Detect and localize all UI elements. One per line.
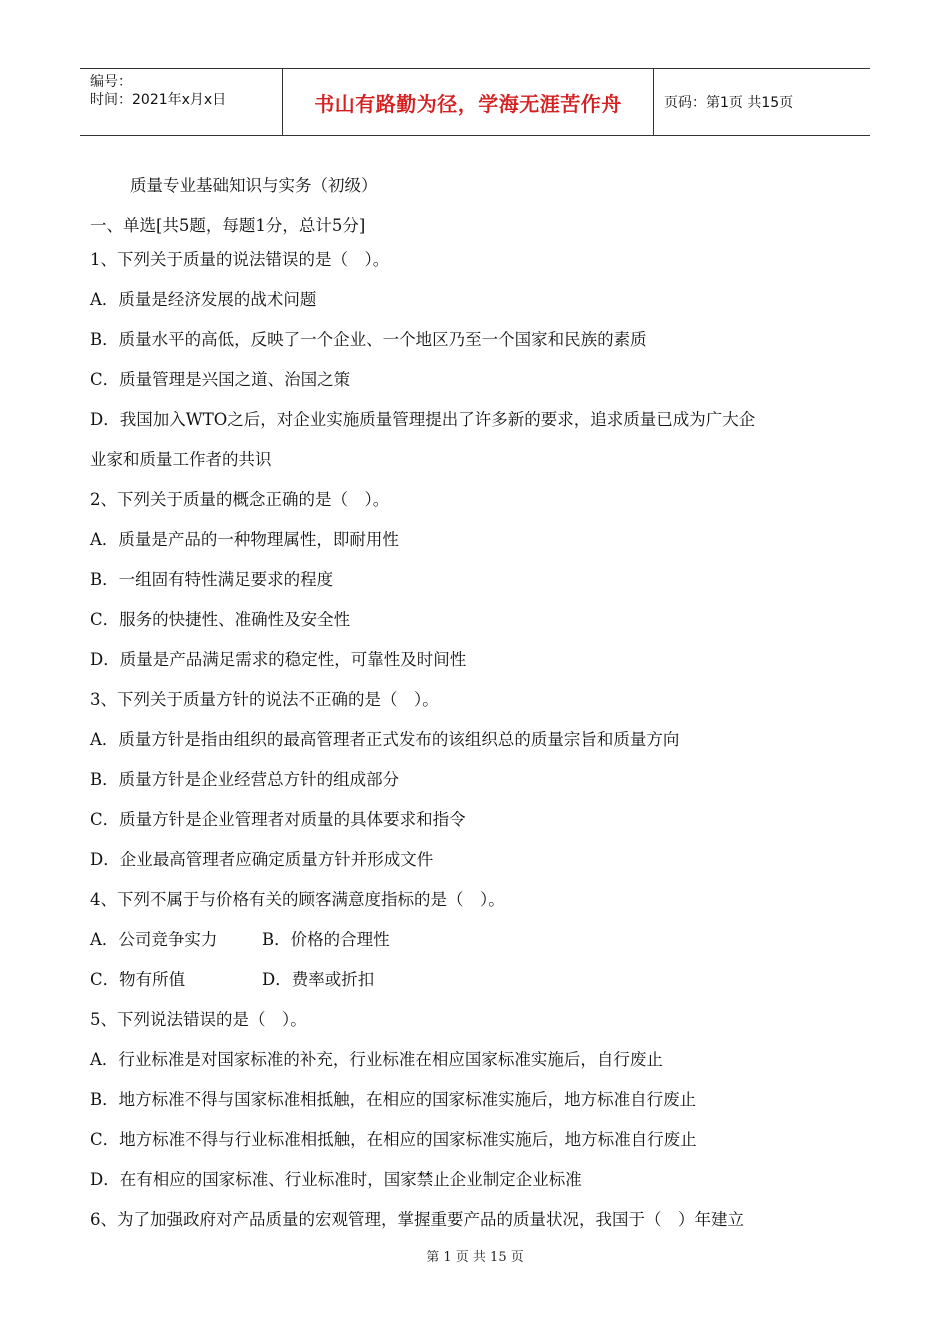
question-1-option-b: B．质量水平的高低，反映了一个企业、一个地区乃至一个国家和民族的素质 <box>90 330 647 349</box>
question-5-stem: 5、下列说法错误的是（ ）。 <box>90 1010 307 1029</box>
question-2-option-c: C．服务的快捷性、准确性及安全性 <box>90 610 351 629</box>
question-1-option-a: A．质量是经济发展的战术问题 <box>90 290 317 309</box>
question-4-option-d: D．费率或折扣 <box>262 970 375 989</box>
document-title: 质量专业基础知识与实务（初级） <box>130 176 378 195</box>
question-3-stem: 3、下列关于质量方针的说法不正确的是（ ）。 <box>90 690 439 709</box>
question-4-options-row-1 <box>90 926 860 966</box>
question-3-option-d: D．企业最高管理者应确定质量方针并形成文件 <box>90 850 434 869</box>
header-motto: 书山有路勤为径，学海无涯苦作舟 <box>314 91 622 116</box>
question-2-stem: 2、下列关于质量的概念正确的是（ ）。 <box>90 490 390 509</box>
question-4-stem: 4、下列不属于与价格有关的顾客满意度指标的是（ ）。 <box>90 890 505 909</box>
question-2-option-d: D．质量是产品满足需求的稳定性，可靠性及时间性 <box>90 650 467 669</box>
question-5-option-a: A．行业标准是对国家标准的补充，行业标准在相应国家标准实施后，自行废止 <box>90 1050 663 1069</box>
question-6-stem: 6、为了加强政府对产品质量的宏观管理，掌握重要产品的质量状况，我国于（ ）年建立 <box>90 1210 744 1229</box>
question-3-option-a: A．质量方针是指由组织的最高管理者正式发布的该组织总的质量宗旨和质量方向 <box>90 730 680 749</box>
doc-number-label: 编号： <box>90 74 132 90</box>
document-body <box>90 172 860 1246</box>
question-5-option-b: B．地方标准不得与国家标准相抵触，在相应的国家标准实施后，地方标准自行废止 <box>90 1090 697 1109</box>
header-page-info <box>654 69 870 135</box>
question-4-option-b: B．价格的合理性 <box>262 930 390 949</box>
question-5-option-d: D．在有相应的国家标准、行业标准时，国家禁止企业制定企业标准 <box>90 1170 582 1189</box>
doc-date: 时间：2021年x月x日 <box>90 92 227 108</box>
header-motto-cell <box>282 69 654 135</box>
question-1-option-d: D．我国加入WTO之后，对企业实施质量管理提出了许多新的要求，追求质量已成为广大企 <box>90 410 756 429</box>
question-1-option-c: C．质量管理是兴国之道、治国之策 <box>90 370 351 389</box>
question-2-option-a: A．质量是产品的一种物理属性，即耐用性 <box>90 530 399 549</box>
page-footer: 第 1 页 共 15 页 <box>426 1250 524 1265</box>
header-page-number: 页码：第1页 共15页 <box>664 95 794 111</box>
question-1-stem: 1、下列关于质量的说法错误的是（ ）。 <box>90 250 390 269</box>
section-heading: 一、单选[共5题，每题1分，总计5分] <box>90 216 366 235</box>
question-5-option-c: C．地方标准不得与行业标准相抵触，在相应的国家标准实施后，地方标准自行废止 <box>90 1130 697 1149</box>
question-1-option-d-cont: 业家和质量工作者的共识 <box>90 450 272 469</box>
question-2-option-b: B．一组固有特性满足要求的程度 <box>90 570 334 589</box>
header-meta <box>80 69 282 135</box>
question-4-option-c: C．物有所值 <box>90 970 186 989</box>
page-header <box>80 68 870 136</box>
question-3-option-b: B．质量方针是企业经营总方针的组成部分 <box>90 770 400 789</box>
question-4-option-a: A．公司竞争实力 <box>90 930 218 949</box>
question-4-options-row-2 <box>90 966 860 1006</box>
question-3-option-c: C．质量方针是企业管理者对质量的具体要求和指令 <box>90 810 466 829</box>
